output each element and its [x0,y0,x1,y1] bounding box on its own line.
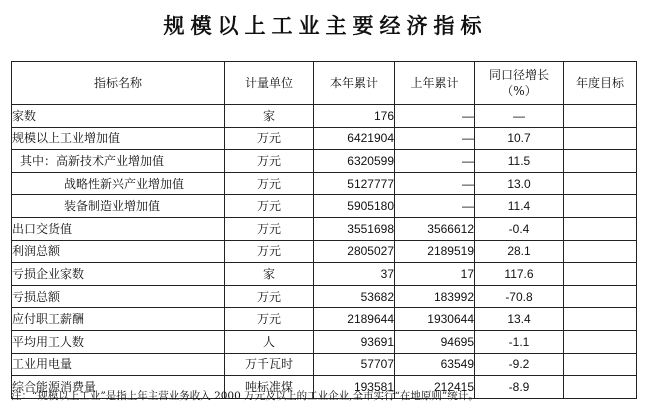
last-year-total-cell: 212415 [395,376,475,399]
header-current: 本年累计 [314,62,395,105]
table-body [12,105,637,399]
annual-target-cell [564,217,637,240]
growth-rate-cell: -8.9 [475,376,564,399]
annual-target-cell [564,285,637,308]
table-row [12,150,637,173]
current-total-cell: 5127777 [314,172,395,195]
annual-target-cell [564,195,637,218]
current-total-cell: 2805027 [314,240,395,263]
page-title: 规模以上工业主要经济指标 [163,13,488,38]
unit-cell: 吨标准煤 [225,376,314,399]
indicators-table [11,61,637,399]
unit-cell: 家 [225,263,314,286]
annual-target-cell [564,330,637,353]
indicator-name-cell: 战略性新兴产业增加值 [12,172,225,195]
unit-cell: 万元 [225,172,314,195]
current-total-cell: 5905180 [314,195,395,218]
header-unit: 计量单位 [225,62,314,105]
growth-rate-cell: -70.8 [475,285,564,308]
last-year-total-cell: 63549 [395,353,475,376]
current-total-cell: 2189644 [314,308,395,331]
growth-rate-cell: 13.0 [475,172,564,195]
last-year-total-cell: — [395,172,475,195]
last-year-total-cell: 17 [395,263,475,286]
growth-rate-cell: 117.6 [475,263,564,286]
last-year-total-cell: 3566612 [395,217,475,240]
indicator-name-cell: 亏损总额 [12,285,225,308]
current-total-cell: 6421904 [314,127,395,150]
unit-cell: 万元 [225,240,314,263]
header-last: 上年累计 [395,62,475,105]
table-row [12,263,637,286]
annual-target-cell [564,172,637,195]
table-row [12,172,637,195]
last-year-total-cell: 94695 [395,330,475,353]
last-year-total-cell: 183992 [395,285,475,308]
last-year-total-cell: 1930644 [395,308,475,331]
current-total-cell: 57707 [314,353,395,376]
header-target: 年度目标 [564,62,637,105]
annual-target-cell [564,105,637,128]
annual-target-cell [564,308,637,331]
last-year-total-cell: — [395,105,475,128]
annual-target-cell [564,127,637,150]
footnote: 注：“规模以上工业”是指上年主营业务收入 2000 万元及以上的工业企业,全市实行“在地原则”统计。 [11,390,479,402]
unit-cell: 万元 [225,150,314,173]
annual-target-cell [564,240,637,263]
header-growth-line1: 同口径增长 [488,68,549,82]
growth-rate-cell: — [475,105,564,128]
last-year-total-cell: — [395,150,475,173]
table-row [12,353,637,376]
last-year-total-cell: 2189519 [395,240,475,263]
current-total-cell: 3551698 [314,217,395,240]
indicator-name-cell: 其中：高新技术产业增加值 [12,150,225,173]
unit-cell: 万元 [225,217,314,240]
header-name: 指标名称 [12,62,225,105]
annual-target-cell [564,263,637,286]
indicator-name-cell: 工业用电量 [12,353,225,376]
growth-rate-cell: 28.1 [475,240,564,263]
table-row [12,127,637,150]
indicator-name-cell: 亏损企业家数 [12,263,225,286]
current-total-cell: 53682 [314,285,395,308]
growth-rate-cell: 11.4 [475,195,564,218]
current-total-cell: 193581 [314,376,395,399]
current-total-cell: 176 [314,105,395,128]
growth-rate-cell: 11.5 [475,150,564,173]
growth-rate-cell: -9.2 [475,353,564,376]
table-row [12,240,637,263]
growth-rate-cell: -1.1 [475,330,564,353]
table-row [12,105,637,128]
indicator-name-cell: 平均用工人数 [12,330,225,353]
growth-rate-cell: 10.7 [475,127,564,150]
table-row [12,330,637,353]
indicator-name-cell: 规模以上工业增加值 [12,127,225,150]
indicator-name-cell: 应付职工薪酬 [12,308,225,331]
growth-rate-cell: -0.4 [475,217,564,240]
table-header-row [12,62,637,105]
unit-cell: 万千瓦时 [225,353,314,376]
unit-cell: 万元 [225,308,314,331]
current-total-cell: 93691 [314,330,395,353]
unit-cell: 人 [225,330,314,353]
indicator-name-cell: 出口交货值 [12,217,225,240]
unit-cell: 家 [225,105,314,128]
current-total-cell: 37 [314,263,395,286]
header-growth-line2: （%） [501,84,537,98]
indicator-name-cell: 家数 [12,105,225,128]
unit-cell: 万元 [225,285,314,308]
annual-target-cell [564,353,637,376]
unit-cell: 万元 [225,195,314,218]
current-total-cell: 6320599 [314,150,395,173]
last-year-total-cell: — [395,195,475,218]
annual-target-cell [564,150,637,173]
unit-cell: 万元 [225,127,314,150]
header-growth [475,62,564,105]
indicator-name-cell: 装备制造业增加值 [12,195,225,218]
table-row [12,195,637,218]
last-year-total-cell: — [395,127,475,150]
table-row [12,217,637,240]
indicator-name-cell: 利润总额 [12,240,225,263]
table-row [12,308,637,331]
table-row [12,285,637,308]
indicator-name-cell: 综合能源消费量 [12,376,225,399]
growth-rate-cell: 13.4 [475,308,564,331]
